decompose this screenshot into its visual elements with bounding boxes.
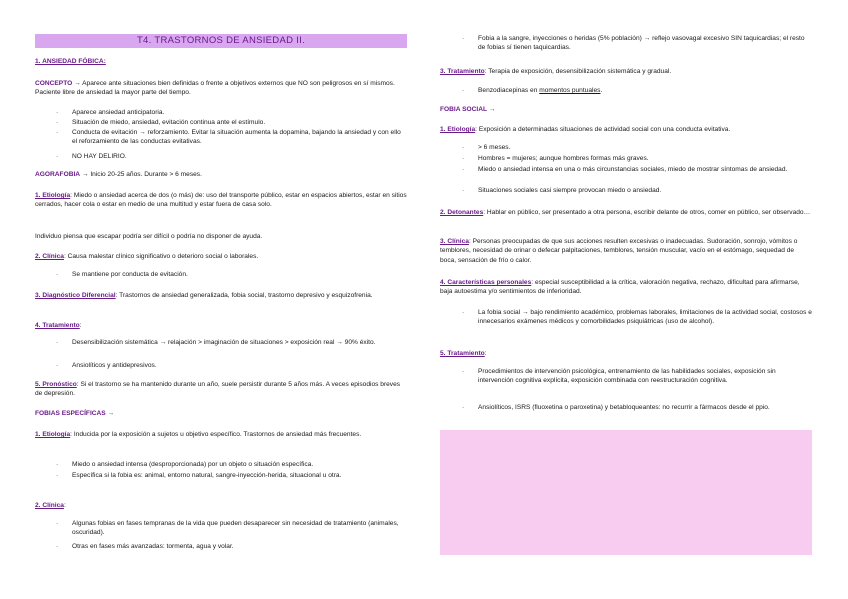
etiologia-paragraph <box>35 191 407 210</box>
diagnostico-text: : Trastornos de ansiedad generalizada, fobia social, trastorno depresivo y esquizofrenia. <box>115 292 373 299</box>
etiologia-label: 1. Etiología <box>35 192 71 199</box>
concepto-text: → Aparece ante situaciones bien definidas o frente a objetivos externos que NO son peligrosos en sí mismos. Paciente libre de ansiedad la mayor parte del tiempo. <box>35 80 395 97</box>
list-item-text: Otras en fases más avanzadas: tormenta, agua y volar. <box>72 543 234 550</box>
tratamiento-label: 4. Tratamiento <box>35 322 80 329</box>
caracteristicas-paragraph <box>440 278 812 297</box>
list-item: · > 6 meses. <box>462 144 511 151</box>
list-item-text: > 6 meses. <box>478 144 511 151</box>
list-item: · Ansiolíticos y antidepresivos. <box>56 362 157 369</box>
list-item-text: NO HAY DELIRIO. <box>72 153 127 160</box>
tratamiento2-label: 5. Tratamiento <box>440 350 485 357</box>
fe-etiologia-label: 1. Etiología <box>35 431 71 438</box>
list-item: · Situación de miedo, ansiedad, evitación continua ante el estímulo. <box>56 119 266 126</box>
pronostico-label: 5. Pronóstico <box>35 381 77 388</box>
diagnostico-paragraph <box>35 291 407 300</box>
section-heading: 1. ANSIEDAD FÓBICA: <box>35 58 106 65</box>
tratamiento-paragraph <box>440 67 812 76</box>
fe-etiologia-paragraph <box>35 430 407 439</box>
detonantes-label: 2. Detonantes <box>440 209 484 216</box>
clinica-paragraph <box>440 237 812 265</box>
list-item-text: Aparece ansiedad anticipatoria. <box>72 109 165 116</box>
fs-etiologia-text: : Exposición a determinadas situaciones de actividad social con una conducta evitativa. <box>475 126 731 133</box>
list-item-text: Se mantiene por conducta de evitación. <box>72 271 188 278</box>
list-item: · Se mantiene por conducta de evitación. <box>56 271 188 278</box>
list-item: · Miedo o ansiedad intensa en una o más circunstancias sociales, miedo de mostrar síntomas de ansiedad. <box>462 166 788 173</box>
list-item-text: Procedimientos de intervención psicológica, entrenamiento de las habilidades sociales, exposición sin intervención cognitiva explícita, exposición combinada con reestructuración cognitiva. <box>478 368 776 385</box>
fe-clinica-colon: : <box>63 502 66 509</box>
list-item: · Fobia a la sangre, inyecciones o heridas (5% población) → reflejo vasovagal excesivo SIN taquicardias; el resto de fobias sí tienen taquicardias. <box>462 35 805 52</box>
list-item-text: Situación de miedo, ansiedad, evitación continua ante el estímulo. <box>72 119 266 126</box>
fs-etiologia-label: 1. Etiología <box>440 126 476 133</box>
list-item-text: Ansiolíticos, ISRS (fluoxetina o paroxetina) y betabloqueantes: no recurrir a fármacos desde el ppio. <box>478 404 770 411</box>
benzo-text: Benzodiacepinas en <box>478 87 540 94</box>
list-item: · Procedimientos de intervención psicológica, entrenamiento de las habilidades sociales, exposición sin intervención cognitiva explícita, exposición combinada con reestructuración cognitiva. <box>462 368 776 385</box>
list-item: · Aparece ansiedad anticipatoria. <box>56 109 165 116</box>
diagnostico-label: 3. Diagnóstico Diferencial <box>35 292 116 299</box>
list-item-text: Algunas fobias en fases tempranas de la vida que pueden desaparecer sin necesidad de tratamiento (animales, oscuridad). <box>72 520 399 537</box>
clinica-text: : Personas preocupadas de que sus acciones resulten excesivas o inadecuadas. Sudoración, sonrojo, vómitos o temblores, necesidad de orinar o defecar palpitaciones, temblores, tensión muscular, vacío en el estómago, sequedad de boca, sensación de frío o calor. <box>440 238 798 264</box>
detonantes-text: : Hablar en público, ser presentado a otra persona, escribir delante de otros, comer en público, ser observado… <box>483 209 811 216</box>
benzo-end: . <box>600 87 603 94</box>
clinica-text: : Causa malestar clínico significativo o deterioro social o laborales. <box>63 253 259 260</box>
highlight-box <box>440 430 812 555</box>
list-item-text: Desensibilización sistemática → relajación > imaginación de situaciones > exposición real → 90% éxito. <box>72 339 376 346</box>
fobias-especificas-heading: FOBIAS ESPECÍFICAS → <box>35 410 115 417</box>
fs-etiologia-paragraph <box>440 125 812 134</box>
tratamiento-label: 3. Tratamiento <box>440 68 485 75</box>
fobia-social-heading: FOBIA SOCIAL → <box>440 106 496 113</box>
fe-clinica-label: 2. Clínica <box>35 502 64 509</box>
agorafobia-label: AGORAFOBIA <box>35 171 81 178</box>
list-item-text: Conducta de evitación → reforzamiento. Evitar la situación aumenta la dopamina, bajando la ansiedad y con ello el reforzamiento de las conductas evitativas. <box>72 129 401 146</box>
list-item-text: La fobia social → bajo rendimiento académico, problemas laborales, limitaciones de la actividad social, costosos e innecesarios exámenes médicos y comorbilidades psiquiátricas (uso de alcohol). <box>478 309 812 326</box>
list-item: · Conducta de evitación → reforzamiento. Evitar la situación aumenta la dopamina, bajando la ansiedad y con ello el reforzamiento de las conductas evitativas. <box>56 129 401 146</box>
concepto-paragraph <box>35 79 407 98</box>
concepto-label: CONCEPTO <box>35 80 73 87</box>
pronostico-text: : Si el trastorno se ha mantenido durante un año, suele persistir durante 5 años más. A veces episodios breves de depresión. <box>35 381 401 398</box>
tratamiento-colon: : <box>79 322 82 329</box>
list-item: · Situaciones sociales casi siempre provocan miedo o ansiedad. <box>462 187 662 194</box>
title-bar <box>35 34 407 48</box>
list-item-text: Hombres = mujeres; aunque hombres formas más graves. <box>478 155 649 162</box>
tratamiento2-colon: : <box>484 350 487 357</box>
list-item: · La fobia social → bajo rendimiento académico, problemas laborales, limitaciones de la actividad social, costosos e innecesarios exámenes médicos y comorbilidades psiquiátricas (uso de alcohol). <box>462 309 812 326</box>
list-item: · Ansiolíticos, ISRS (fluoxetina o paroxetina) y betabloqueantes: no recurrir a fármacos desde el ppio. <box>462 404 770 411</box>
list-item: · Benzodiacepinas en momentos puntuales. <box>462 87 603 94</box>
clinica-label: 2. Clínica <box>35 253 64 260</box>
clinica-paragraph <box>35 252 407 261</box>
fe-etiologia-text: : Inducida por la exposición a sujetos u objetivo específico. Trastornos de ansiedad más frecuentes. <box>70 431 362 438</box>
list-item: · Otras en fases más avanzadas: tormenta, agua y volar. <box>56 543 234 550</box>
fe-clinica-heading <box>35 501 407 510</box>
agorafobia-paragraph <box>35 170 407 179</box>
tratamiento2-heading <box>440 349 812 358</box>
list-item: · Algunas fobias en fases tempranas de la vida que pueden desaparecer sin necesidad de tratamiento (animales, oscuridad). <box>56 520 399 537</box>
individuo-paragraph: Individuo piensa que escapar podría ser difícil o podría no disponer de ayuda. <box>35 233 263 240</box>
pronostico-paragraph <box>35 380 407 399</box>
list-item-text: Situaciones sociales casi siempre provocan miedo o ansiedad. <box>478 187 662 194</box>
list-item: · Desensibilización sistemática → relajación > imaginación de situaciones > exposición real → 90% éxito. <box>56 339 376 346</box>
caracteristicas-text: : especial susceptibilidad a la crítica, valoración negativa, rechazo, dificultad para afirmarse, baja autoestima y/o sentimientos de inferioridad. <box>440 279 800 296</box>
agorafobia-text: → Inicio 20-25 años. Durante > 6 meses. <box>80 171 202 178</box>
tratamiento-text: : Terapia de exposición, desensibilización sistemática y gradual. <box>484 68 672 75</box>
detonantes-paragraph <box>440 208 812 217</box>
list-item: · Específica si la fobia es: animal, entorno natural, sangre-inyección-herida, situacional u otra. <box>56 472 342 479</box>
list-item: · Hombres = mujeres; aunque hombres formas más graves. <box>462 155 649 162</box>
list-item-text: Específica si la fobia es: animal, entorno natural, sangre-inyección-herida, situacional u otra. <box>72 472 342 479</box>
list-item-text: Ansiolíticos y antidepresivos. <box>72 362 157 369</box>
list-item-text: Miedo o ansiedad intensa en una o más circunstancias sociales, miedo de mostrar síntomas de ansiedad. <box>478 166 788 173</box>
benzo-emphasis: momentos puntuales <box>539 87 601 94</box>
list-item-text: Miedo o ansiedad intensa (desproporcionada) por un objeto o situación específica. <box>72 461 314 468</box>
list-item: · Miedo o ansiedad intensa (desproporcionada) por un objeto o situación específica. <box>56 461 314 468</box>
tratamiento-heading <box>35 321 407 330</box>
page-title: T4. TRASTORNOS DE ANSIEDAD II. <box>136 35 306 46</box>
etiologia-text: : Miedo o ansiedad acerca de dos (o más) de: uso del transporte público, estar en espacios abiertos, estar en sitios cerrados, hacer cola o estar en medio de una multitud y estar fuera de casa solo. <box>35 192 407 209</box>
list-item-text: Fobia a la sangre, inyecciones o heridas (5% población) → reflejo vasovagal excesivo SIN taquicardias; el resto de fobias sí tienen taquicardias. <box>478 35 805 52</box>
list-item: · NO HAY DELIRIO. <box>56 153 127 160</box>
caracteristicas-label: 4. Características personales <box>440 279 532 286</box>
clinica-label: 3. Clínica <box>440 238 469 245</box>
